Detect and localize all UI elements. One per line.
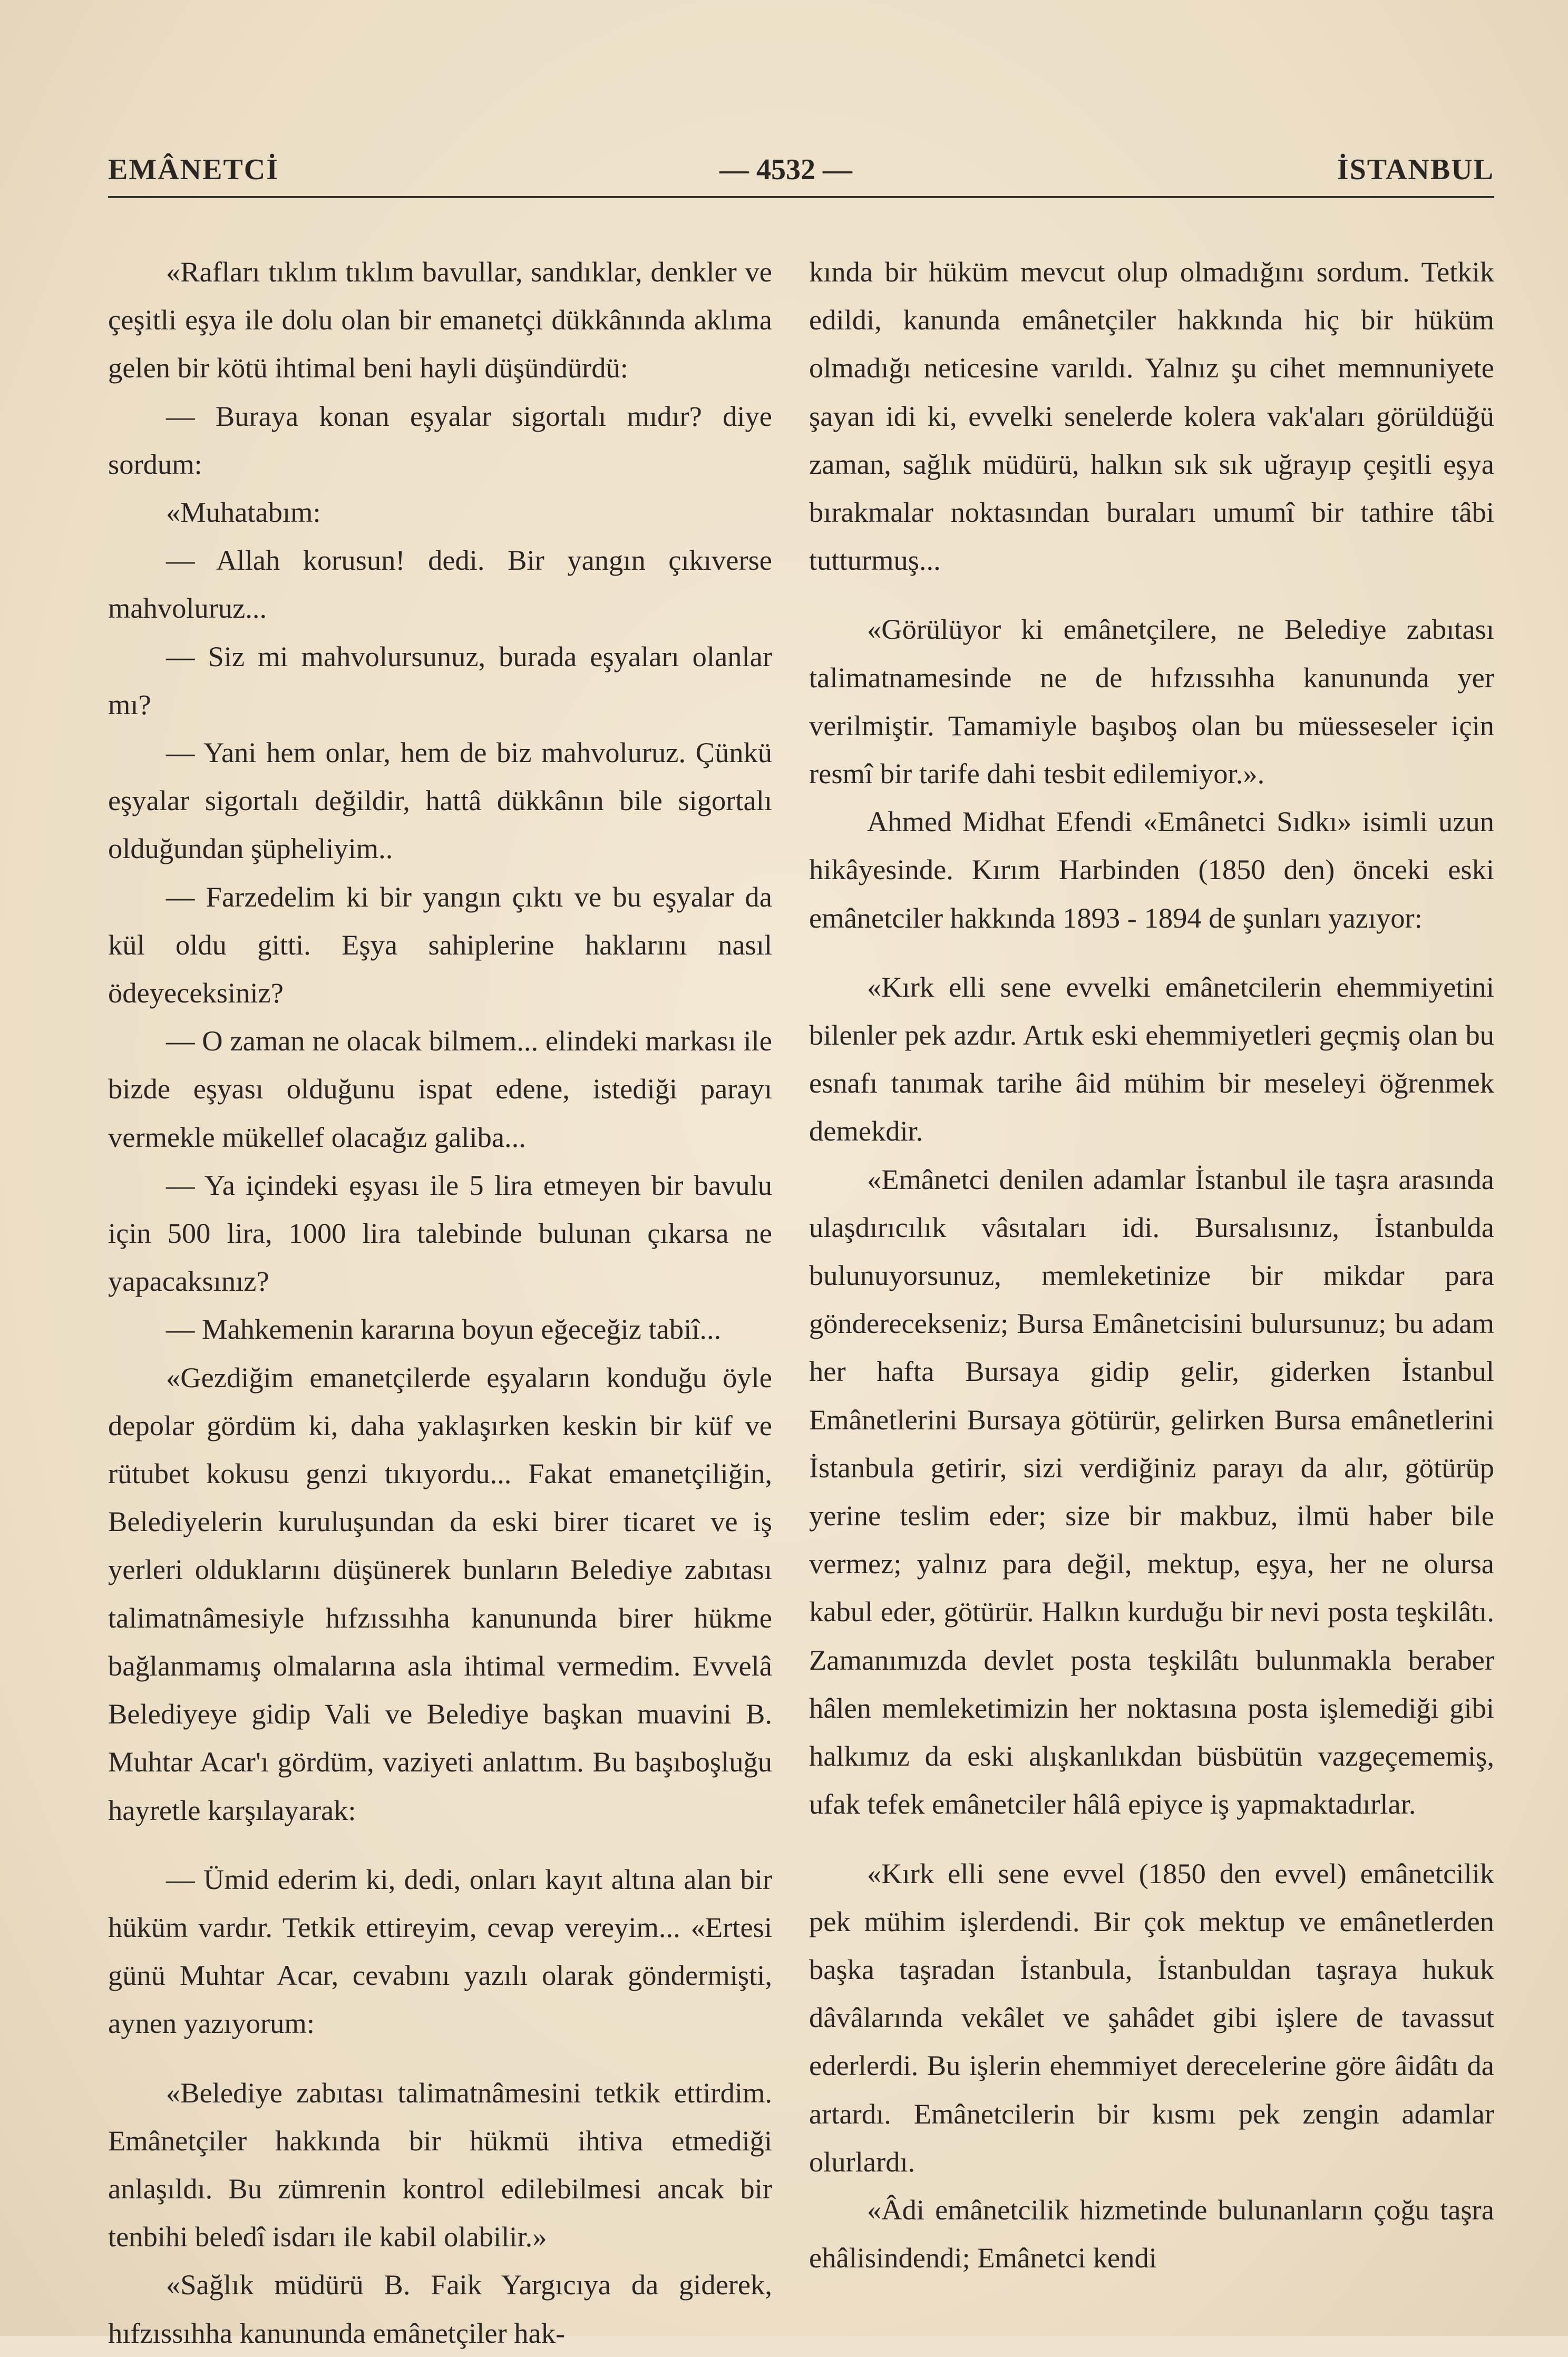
paragraph: «Muhatabım: <box>166 496 321 529</box>
left-column <box>108 248 772 2357</box>
paragraph: — Allah korusun! dedi. Bir yangın çıkıverse mahvoluruz... <box>108 544 772 625</box>
page-number: — 4532 — <box>719 153 852 186</box>
paragraph: «Rafları tıklım tıklım bavullar, sandıklar, denkler ve çeşitli eşya ile dolu olan bir emanetçi dükkânında aklıma gelen bir kötü ihtimal beni hayli düşündürdü: <box>108 256 772 384</box>
paragraph: — Farzedelim ki bir yangın çıktı ve bu eşyalar da kül oldu gitti. Eşya sahiplerine haklarını nasıl ödeyeceksiniz? <box>108 880 772 1009</box>
right-column <box>809 248 1494 2282</box>
paragraph: — Yani hem onlar, hem de biz mahvoluruz. Çünkü eşyalar sigortalı değildir, hattâ dükkânın bile sigortalı olduğundan şüpheliyim.. <box>108 736 772 865</box>
paragraph: — Ümid ederim ki, dedi, onları kayıt altına alan bir hüküm vardır. Tetkik ettireyim, cevap vereyim... «Ertesi günü Muhtar Acar, cevabını yazılı olarak göndermişti, aynen yazıyorum: <box>108 1863 772 2040</box>
paragraph: — Mahkemenin kararına boyun eğeceğiz tabiî... <box>166 1313 722 1346</box>
paragraph: — Ya içindeki eşyası ile 5 lira etmeyen bir bavulu için 500 lira, 1000 lira talebinde bulunan çıkarsa ne yapacaksınız? <box>108 1168 772 1298</box>
paragraph: «Âdi emânetcilik hizmetinde bulunanların çoğu taşra ehâlisindendi; Emânetci kendi <box>809 2193 1494 2274</box>
paragraph: «Gezdiğim emanetçilerde eşyaların konduğu öyle depolar gördüm ki, daha yaklaşırken keskin bir küf ve rütubet kokusu genzi tıkıyordu... Fakat emanetçiliğin, Belediyelerin kuruluşundan da eski birer ticaret ve iş yerleri olduklarını düşünerek bunların Belediye zabıtası talimatnâmesiyle hıfzıssıhha kanununda birer hükme bağlanmamış olmalarına asla ihtimal vermedim. Evvelâ Belediyeye gidip Vali ve Belediye başkan muavini B. Muhtar Acar'ı gördüm, vaziyeti anlattım. Bu başıboşluğu hayretle karşılayarak: <box>108 1361 772 1826</box>
paragraph: «Emânetci denilen adamlar İstanbul ile taşra arasında ulaşdırıcılık vâsıtaları idi. Bursalısınız, İstanbulda bulunuyorsunuz, memleketinize bir mikdar para gönderecekseniz; Bursa Emânetcisini bulursunuz; bu adam her hafta Bursaya gidip gelir, giderken İstanbul Emânetlerini Bursaya götürür, gelirken Bursa emânetlerini İstanbula getirir, sizi verdiğiniz parayı da alır, götürüp yerine teslim eder; size bir makbuz, ilmü haber bile vermez; yalnız para değil, mektup, eşya, her ne olursa kabul eder, götürür. Halkın kurduğu bir nevi posta teşkilâtı. Zamanımızda devlet posta teşkilâtı bulunmakla beraber hâlen memleketimizin her noktasına posta işlemediği gibi halkımız da eski alışkanlıkdan büsbütün vazgeçememiş, ufak tefek emânetciler hâlâ epiyce iş yapmaktadırlar. <box>809 1163 1494 1820</box>
paragraph: — O zaman ne olacak bilmem... elindeki markası ile bizde eşyası olduğunu ispat edene, istediği parayı vermekle mükellef olacağız galiba... <box>108 1025 772 1153</box>
paragraph: «Kırk elli sene evvelki emânetcilerin ehemmiyetini bilenler pek azdır. Artık eski ehemmiyetleri geçmiş olan bu esnafı tanımak tarihe âid mühim bir meseleyi öğrenmek demekdir. <box>809 970 1494 1147</box>
paragraph: «Kırk elli sene evvel (1850 den evvel) emânetcilik pek mühim işlerdendi. Bir çok mektup ve emânetlerden başka taşradan İstanbula, İstanbuldan taşraya hukuk dâvâlarında vekâlet ve şahâdet gibi işlere de tavassut ederlerdi. Bu işlerin ehemmiyet derecelerine göre âidâtı da artardı. Emânetcilerin bir kısmı pek zengin adamlar olurlardı. <box>809 1857 1494 2178</box>
paragraph: «Görülüyor ki emânetçilere, ne Belediye zabıtası talimatnamesinde ne de hıfzıssıhha kanununda yer verilmiştir. Tamamiyle başıboş olan bu müesseseler için resmî bir tarife dahi tesbit edilemiyor.». <box>809 613 1494 790</box>
page-header <box>0 153 1568 195</box>
paragraph: Ahmed Midhat Efendi «Emânetci Sıdkı» isimli uzun hikâyesinde. Kırım Harbinden (1850 den) önceki eski emânetciler hakkında 1893 - 1894 de şunları yazıyor: <box>809 805 1494 934</box>
running-head-left: EMÂNETCİ <box>108 153 279 186</box>
paragraph: «Belediye zabıtası talimatnâmesini tetkik ettirdim. Emânetçiler hakkında bir hükmü ihtiva etmediği anlaşıldı. Bu zümrenin kontrol edilebilmesi ancak bir tenbihi beledî isdarı ile kabil olabilir.» <box>108 2076 772 2253</box>
header-rule <box>108 196 1494 198</box>
running-head-right: İSTANBUL <box>1337 153 1494 186</box>
paragraph: — Siz mi mahvolursunuz, burada eşyaları olanlar mı? <box>108 640 772 720</box>
paragraph: kında bir hüküm mevcut olup olmadığını sordum. Tetkik edildi, kanunda emânetçiler hakkında hiç bir hüküm olmadığı neticesine varıldı. Yalnız şu cihet memnuniyete şayan idi ki, evvelki senelerde kolera vak'aları görüldüğü zaman, sağlık müdürü, halkın sık sık uğrayıp çeşitli eşya bırakmalar noktasından buraları umumî bir tathire tâbi tutturmuş... <box>809 256 1494 577</box>
paragraph: — Buraya konan eşyalar sigortalı mıdır? diye sordum: <box>108 400 772 480</box>
paragraph: «Sağlık müdürü B. Faik Yargıcıya da giderek, hıfzıssıhha kanununda emânetçiler hak- <box>108 2268 772 2349</box>
